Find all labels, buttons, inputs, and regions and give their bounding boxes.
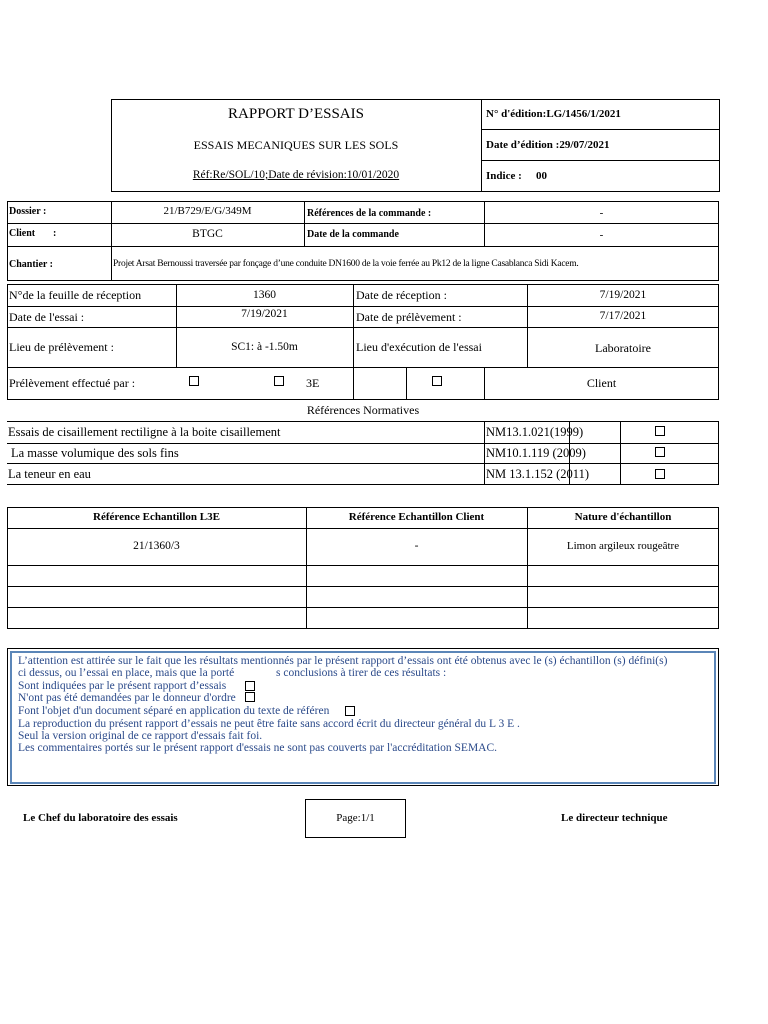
- date-essai-value: 7/19/2021: [241, 308, 288, 320]
- norm-col-1: [484, 421, 485, 484]
- reception-rule-3: [7, 367, 719, 368]
- prelevement-option-2-checkbox[interactable]: [274, 376, 284, 386]
- page-number: Page:1/1: [336, 812, 375, 824]
- samples-rule-1: [7, 528, 719, 529]
- date-reception-value: 7/19/2021: [599, 289, 647, 301]
- prelevement-option-1-checkbox[interactable]: [189, 376, 199, 386]
- norm-row-checkbox[interactable]: [655, 469, 665, 479]
- chantier-label: Chantier :: [9, 259, 53, 270]
- note-line: ci dessus, ou l’essai en place, mais que la porté: [18, 667, 235, 679]
- feuille-label: N°de la feuille de réception: [9, 288, 142, 302]
- report-title: RAPPORT D’ESSAIS: [228, 106, 364, 122]
- note-line: La reproduction du présent rapport d’essais ne peut être faite sans accord écrit du directeur général du L 3 E .: [18, 718, 520, 730]
- norm-row-checkbox[interactable]: [655, 426, 665, 436]
- note-line: s conclusions à tirer de ces résultats :: [276, 667, 447, 679]
- feuille-value: 1360: [253, 289, 276, 301]
- sample-nature: Limon argileux rougeâtre: [566, 540, 680, 552]
- normative-heading: Références Normatives: [306, 403, 420, 417]
- note-option-checkbox[interactable]: [345, 706, 355, 716]
- samples-header-l3e: Référence Echantillon L3E: [93, 511, 220, 523]
- date-reception-label: Date de réception :: [356, 288, 447, 302]
- reception-col-2: [353, 284, 354, 400]
- samples-header-nature: Nature d'échantillon: [574, 511, 672, 523]
- header-divider: [481, 99, 482, 192]
- samples-col-1: [306, 507, 307, 629]
- date-commande-label: Date de la commande: [307, 229, 399, 240]
- dossier-label: Dossier :: [9, 206, 47, 217]
- order-col-2: [304, 201, 305, 246]
- ref-commande-value: -: [599, 207, 604, 219]
- norm-row-code: NM 13.1.152 (2011): [486, 467, 590, 481]
- norm-col-3: [620, 421, 621, 484]
- norm-row-label: La masse volumique des sols fins: [11, 446, 179, 460]
- lieu-prelevement-label: Lieu de prélèvement :: [9, 340, 114, 354]
- report-subtitle: ESSAIS MECANIQUES SUR LES SOLS: [193, 138, 399, 152]
- footer-technical-director: Le directeur technique: [561, 812, 668, 824]
- note-line: Font l'objet d'un document séparé en application du texte de référen: [18, 705, 330, 717]
- client-value: BTGC: [192, 228, 223, 240]
- chantier-value: Projet Arsat Bernoussi traversée par fonçage d’une conduite DN1600 de la voie ferrée au Pk12 de la ligne Casablanca Sidi Kacem.: [113, 259, 579, 269]
- note-option-checkbox[interactable]: [245, 681, 255, 691]
- prelevement-par-label: Prélèvement effectué par :: [9, 376, 136, 390]
- norm-row-code: NM10.1.119 (2009): [486, 446, 586, 460]
- lieu-execution-value: Laboratoire: [595, 341, 651, 355]
- norm-col-4: [718, 421, 719, 484]
- ref-commande-label: Références de la commande :: [307, 208, 432, 219]
- order-rule-2: [7, 246, 719, 247]
- order-rule-1: [7, 223, 719, 224]
- footer-lab-chief: Le Chef du laboratoire des essais: [23, 812, 178, 824]
- samples-rule-3: [7, 586, 719, 587]
- header-rule-2: [481, 160, 720, 161]
- client-colon: :: [53, 228, 57, 239]
- note-option-checkbox[interactable]: [245, 692, 255, 702]
- sample-ref-l3e: 21/1360/3: [133, 540, 180, 552]
- norm-row-checkbox[interactable]: [655, 447, 665, 457]
- lieu-execution-label: Lieu d'exécution de l'essai: [356, 340, 482, 354]
- samples-rule-2: [7, 565, 719, 566]
- client-label: Client: [9, 228, 36, 239]
- norm-row-label: La teneur en eau: [8, 467, 91, 481]
- reception-rule-2: [7, 327, 719, 328]
- note-line: N'ont pas été demandées par le donneur d'ordre: [18, 692, 236, 704]
- reception-rule-1: [7, 306, 719, 307]
- samples-table: [7, 507, 719, 629]
- note-line: L’attention est attirée sur le fait que les résultats mentionnés par le présent rapport d’essais ont été obtenus avec le (s) échantillon (s) défini(s): [18, 655, 668, 667]
- sample-ref-client: -: [414, 540, 419, 552]
- report-reference: Réf:Re/SOL/10;Date de révision:10/01/2020: [192, 169, 400, 181]
- client-option-label: Client: [586, 376, 617, 390]
- norm-rule-3: [7, 484, 719, 485]
- reception-col-4: [406, 367, 407, 400]
- samples-header-client: Référence Echantillon Client: [348, 511, 485, 523]
- norm-rule-1: [7, 443, 719, 444]
- date-prelevement-label: Date de prélèvement :: [356, 310, 462, 324]
- note-line: Les commentaires portés sur le présent rapport d'essais ne sont pas couverts par l'accréditation SEMAC.: [18, 742, 498, 754]
- samples-rule-4: [7, 607, 719, 608]
- l3e-option-label: 3E: [306, 376, 320, 390]
- lieu-prelevement-value: SC1: à -1.50m: [231, 341, 298, 353]
- dossier-value: 21/B729/E/G/349M: [163, 205, 252, 217]
- date-prelevement-value: 7/17/2021: [599, 310, 647, 322]
- note-line: Sont indiquées par le présent rapport d’essais: [18, 680, 227, 692]
- norm-rule-0: [7, 421, 719, 422]
- date-essai-label: Date de l'essai :: [9, 310, 85, 324]
- edition-date: Date d’édition :29/07/2021: [486, 139, 610, 151]
- index-label: Indice :: [486, 170, 522, 182]
- norm-row-label: Essais de cisaillement rectiligne à la boite cisaillement: [8, 425, 281, 439]
- prelevement-client-checkbox[interactable]: [432, 376, 442, 386]
- index-value: 00: [536, 170, 547, 182]
- norm-row-code: NM13.1.021(1999): [486, 425, 584, 439]
- edition-number: N° d'édition:LG/1456/1/2021: [486, 108, 621, 120]
- samples-col-2: [527, 507, 528, 629]
- norm-rule-2: [7, 463, 719, 464]
- header-rule-1: [481, 129, 720, 130]
- note-line: Seul la version original de ce rapport d'essais fait foi.: [18, 730, 263, 742]
- date-commande-value: -: [599, 229, 604, 241]
